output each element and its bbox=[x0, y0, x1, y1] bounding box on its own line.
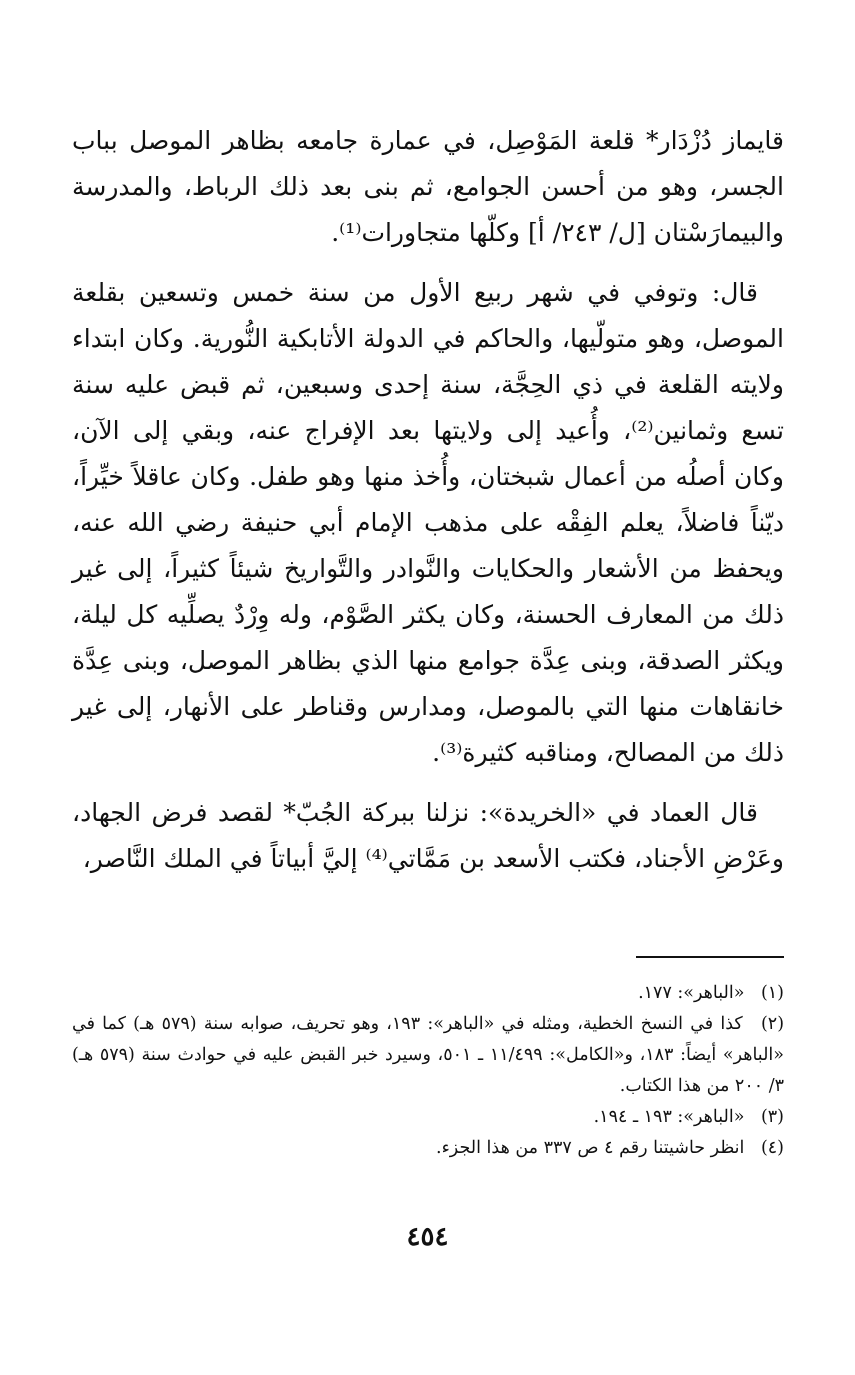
footnote-number: (٢) bbox=[760, 1014, 785, 1034]
footnote-text: «الباهر»: ١٧٧. bbox=[638, 983, 745, 1003]
footnote-number: (٣) bbox=[760, 1107, 784, 1127]
footnote-2 bbox=[72, 1009, 784, 1102]
footnote-text: انظر حاشيتنا رقم ٤ ص ٣٣٧ من هذا الجزء. bbox=[436, 1138, 745, 1158]
footnote-1 bbox=[72, 978, 784, 1009]
footnote-4 bbox=[72, 1133, 784, 1164]
footnote-3 bbox=[72, 1102, 784, 1133]
footnote-separator-rule bbox=[636, 956, 784, 958]
main-text-body bbox=[72, 118, 784, 882]
footnote-number: (٤) bbox=[760, 1138, 784, 1158]
footnotes bbox=[72, 978, 784, 1164]
paragraph-3: قال العماد في «الخريدة»: نزلنا ببركة الجُبّ* لقصد فرض الجهاد، وعَرْضِ الأجناد، فكتب الأسعد بن مَمَّاتي⁽⁴⁾ إليَّ أبياتاً في الملك النَّاصر، bbox=[72, 798, 784, 873]
paragraph-1: قايماز دُزْدَار* قلعة المَوْصِل، في عمارة جامعه بظاهر الموصل بباب الجسر، وهو من أحسن الجوامع، ثم بنى بعد ذلك الرباط، والمدرسة والبيمارَسْتان [ل/ ٢٤٣/ أ] وكلّها متجاورات⁽¹⁾. bbox=[72, 126, 784, 247]
page-number: ٤٥٤ bbox=[406, 1222, 449, 1252]
footnote-text: «الباهر»: ١٩٣ ـ ١٩٤. bbox=[593, 1107, 745, 1127]
footnote-number: (١) bbox=[760, 983, 784, 1003]
paragraph-2: قال: وتوفي في شهر ربيع الأول من سنة خمس وتسعين بقلعة الموصل، وهو متولّيها، والحاكم في الدولة الأتابكية النُّورية. وكان ابتداء ولايته القلعة في ذي الحِجَّة، سنة إحدى وسبعين، ثم قبض عليه سنة تسع وثمانين⁽²⁾، وأُعيد إلى ولايتها بعد الإفراج عنه، وبقي إلى الآن، وكان أصلُه من أعمال شبختان، وأُخذ منها وهو طفل. وكان عاقلاً خيِّراً، ديّناً فاضلاً، يعلم الفِقْه على مذهب الإمام أبي حنيفة رضي الله عنه، ويحفظ من الأشعار والحكايات والنَّوادر والتَّواريخ شيئاً كثيراً، إلى غير ذلك من المعارف الحسنة، وكان يكثر الصَّوْم، وله وِرْدٌ يصلِّيه كل ليلة، ويكثر الصدقة، وبنى عِدَّة جوامع منها الذي بظاهر الموصل، وبنى عِدَّة خانقاهات منها التي بالموصل، ومدارس وقناطر على الأنهار، إلى غير ذلك من المصالح، ومناقبه كثيرة⁽³⁾. bbox=[72, 278, 784, 767]
footnote-text: كذا في النسخ الخطية، ومثله في «الباهر»: ١٩٣، وهو تحريف، صوابه سنة (٥٧٩ هـ) كما في «الباهر» أيضاً: ١٨٣، و«الكامل»: ١١/٤٩٩ ـ ٥٠١، وسيرد خبر القبض عليه في حوادث سنة (٥٧٩ هـ) ٣/ ٢٠٠ من هذا الكتاب. bbox=[72, 1014, 784, 1096]
